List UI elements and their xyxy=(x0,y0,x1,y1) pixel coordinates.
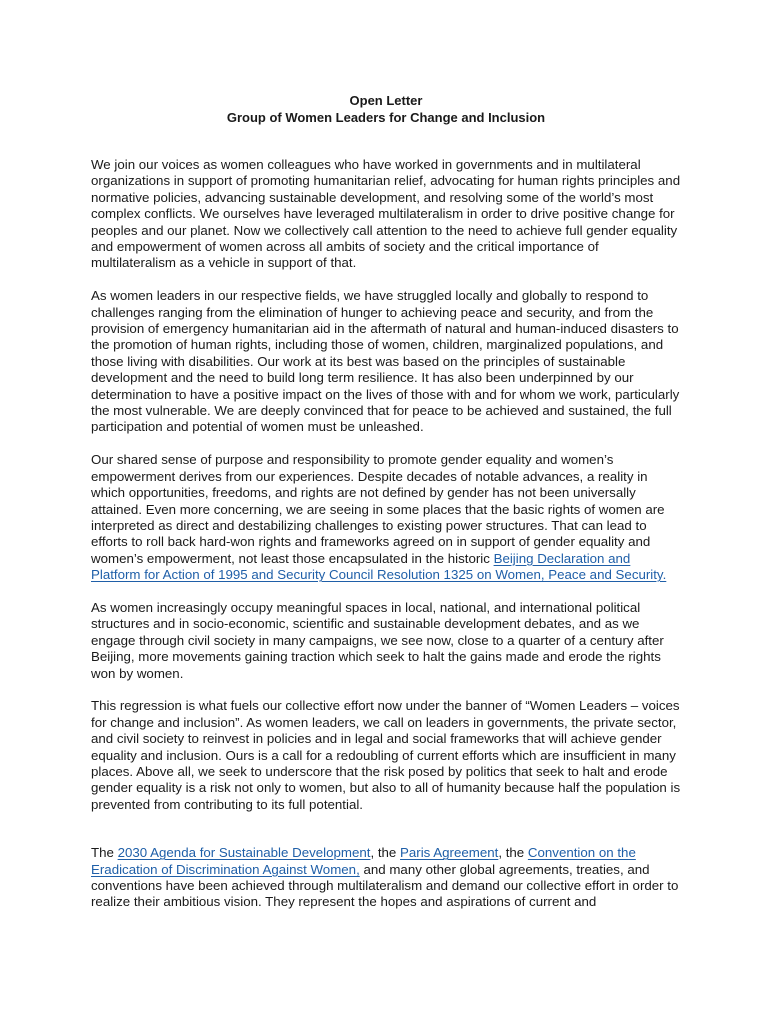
cedaw-convention-link[interactable]: Convention on the Eradication of Discrimination Against Women, xyxy=(91,845,636,877)
paragraph-5: This regression is what fuels our collective effort now under the banner of “Women Leaders – voices for change and inclusion”. As women leaders, we call on leaders in governments, the private sector, and civil society to reinvest in policies and in legal and social frameworks that will achieve gender equality and inclusion. Ours is a call for a redoubling of current efforts which are insufficient in many places. Above all, we seek to underscore that the risk posed by politics that seek to halt and erode gender equality is a risk not only to women, but also to all of humanity because half the population is prevented from contributing to its full potential. xyxy=(91,698,681,812)
beijing-declaration-link[interactable]: Beijing Declaration and Platform for Action of 1995 and Security Council Resolution 1325 on Women, Peace and Security. xyxy=(91,550,667,583)
paragraph-3-text: Our shared sense of purpose and responsibility to promote gender equality and women’s empowerment derives from our experiences. Despite decades of notable advances, a reality in which opportunities, freedoms, and rights are not defined by gender has not been universally attained. Even more concerning, we are seeing in some places that the basic rights of women are interpreted as direct and destabilizing challenges to existing power structures. That can lead to efforts to roll back hard-won rights and frameworks agreed on in support of gender equality and women’s empowerment, not least those encapsulated in the historic xyxy=(91,452,665,566)
letter-title: Open Letter xyxy=(349,93,423,108)
paris-agreement-link[interactable]: Paris Agreement xyxy=(400,845,499,861)
paragraph-6-text-c: , the xyxy=(498,845,528,861)
letter-subtitle: Group of Women Leaders for Change and Inclusion xyxy=(226,109,546,125)
paragraph-6 xyxy=(91,845,681,911)
paragraph-1: We join our voices as women colleagues who have worked in governments and in multilateral organizations in support of promoting humanitarian relief, advocating for human rights principles and normative policies, advancing sustainable development, and resolving some of the world’s most complex conflicts. We ourselves have leveraged multilateralism in order to drive positive change for peoples and our planet. Now we collectively call attention to the need to achieve full gender equality and empowerment of women across all ambits of society and the critical importance of multilateralism as a vehicle in support of that. xyxy=(91,157,681,271)
letter-heading xyxy=(91,93,681,126)
letter-page xyxy=(91,93,681,927)
agenda-2030-link[interactable]: 2030 Agenda for Sustainable Development xyxy=(117,845,371,861)
paragraph-6-text-a: The xyxy=(91,845,118,861)
paragraph-4: As women increasingly occupy meaningful spaces in local, national, and international political structures and in socio-economic, scientific and sustainable development debates, and as we engage through civil society in many campaigns, we see now, close to a quarter of a century after Beijing, more movements gaining traction which seek to halt the gains made and erode the rights won by women. xyxy=(91,599,664,681)
paragraph-2: As women leaders in our respective fields, we have struggled locally and globally to respond to challenges ranging from the elimination of hunger to achieving peace and security, and from the provision of emergency humanitarian aid in the aftermath of natural and human-induced disasters to the promotion of human rights, including those of women, children, marginalized populations, and those living with disabilities. Our work at its best was based on the principles of sustainable development and the need to build long term resilience. It has also been underpinned by our determination to have a positive impact on the lives of those with and for whom we work, particularly the most vulnerable. We are deeply convinced that for peace to be achieved and sustained, the full participation and potential of women must be unleashed. xyxy=(91,288,680,435)
paragraph-6-text-b: , the xyxy=(370,845,401,861)
paragraph-6-text-d: and many other global agreements, treaties, and conventions have been achieved through multilateralism and demand our collective effort in order to realize their ambitious vision. They represent the hopes and aspirations of current and xyxy=(91,861,679,910)
paragraph-3 xyxy=(91,452,681,583)
